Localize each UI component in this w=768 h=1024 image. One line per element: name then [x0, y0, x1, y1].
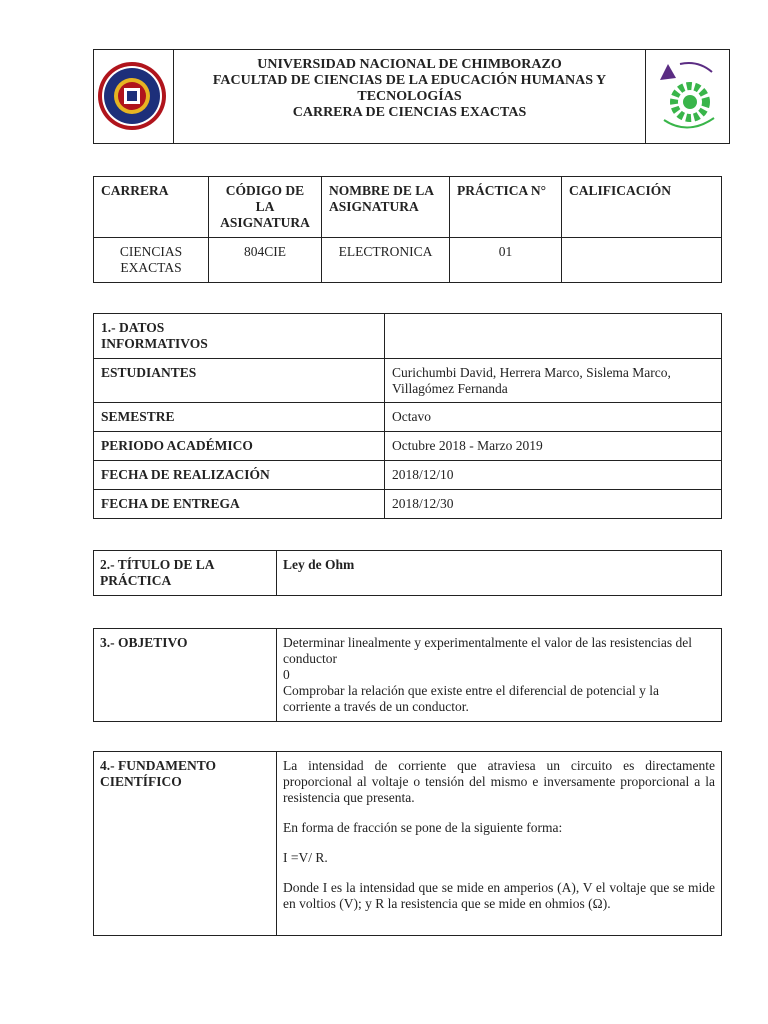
value-semestre: Octavo: [385, 403, 722, 432]
label-periodo: PERIODO ACADÉMICO: [94, 432, 385, 461]
objective-table: [93, 628, 722, 722]
university-seal-logo: [94, 50, 174, 143]
header-codigo: CÓDIGO DE LA ASIGNATURA: [209, 177, 322, 238]
cell-carrera: CIENCIAS EXACTAS: [94, 238, 209, 283]
title-table: [93, 550, 722, 596]
label-fecha-entrega: FECHA DE ENTREGA: [94, 490, 385, 519]
career-name: CARRERA DE CIENCIAS EXACTAS: [292, 105, 527, 120]
value-periodo: Octubre 2018 - Marzo 2019: [385, 432, 722, 461]
foundation-paragraph-2: En forma de fracción se pone de la siguiente forma:: [283, 820, 563, 835]
label-objetivo: 3.- OBJETIVO: [94, 629, 277, 722]
value-fecha-realizacion: 2018/12/10: [385, 461, 722, 490]
header-nombre: NOMBRE DE LA ASIGNATURA: [322, 177, 450, 238]
foundation-formula: I =V/ R.: [283, 850, 328, 865]
course-table: [93, 176, 722, 283]
info-table: [93, 313, 722, 519]
value-objetivo: Determinar linealmente y experimentalmente el valor de las resistencias del conductor 0 Comprobar la relación que existe entre el diferencial de potencial y la corriente a través de un conductor.: [277, 629, 722, 722]
cell-nombre: ELECTRONICA: [322, 238, 450, 283]
cell-practica: 01: [450, 238, 562, 283]
value-titulo: Ley de Ohm: [277, 551, 722, 596]
cell-calificacion: [562, 238, 722, 283]
header-calificacion: CALIFICACIÓN: [562, 177, 722, 238]
faculty-name-line-1: FACULTAD DE CIENCIAS DE LA EDUCACIÓN HUMANAS Y: [212, 73, 607, 88]
foundation-paragraph-3: Donde I es la intensidad que se mide en amperios (A), V el voltaje que se mide en voltios (V); y R la resistencia que se mide en ohmios (Ω).: [283, 880, 715, 911]
value-fundamento: [277, 752, 722, 936]
cell-codigo: 804CIE: [209, 238, 322, 283]
document-header: [93, 49, 730, 144]
foundation-paragraph-1: La intensidad de corriente que atraviesa un circuito es directamente proporcional al voltaje o tensión del mismo e inversamente proporcional a la resistencia que presenta.: [283, 758, 715, 805]
label-fecha-realizacion: FECHA DE REALIZACIÓN: [94, 461, 385, 490]
foundation-table: [93, 751, 722, 936]
value-estudiantes: Curichumbi David, Herrera Marco, Sislema Marco, Villagómez Fernanda: [385, 359, 722, 403]
career-logo: [645, 50, 729, 143]
section-title-empty: [385, 314, 722, 359]
label-titulo: 2.- TÍTULO DE LA PRÁCTICA: [94, 551, 277, 596]
label-estudiantes: ESTUDIANTES: [94, 359, 385, 403]
section-title-datos: 1.- DATOS INFORMATIVOS: [94, 314, 385, 359]
label-fundamento: 4.- FUNDAMENTO CIENTÍFICO: [94, 752, 277, 936]
faculty-name-line-2: TECNOLOGÍAS: [357, 89, 462, 104]
header-carrera: CARRERA: [94, 177, 209, 238]
label-semestre: SEMESTRE: [94, 403, 385, 432]
header-practica: PRÁCTICA N°: [450, 177, 562, 238]
value-fecha-entrega: 2018/12/30: [385, 490, 722, 519]
university-name: UNIVERSIDAD NACIONAL DE CHIMBORAZO: [257, 57, 562, 72]
